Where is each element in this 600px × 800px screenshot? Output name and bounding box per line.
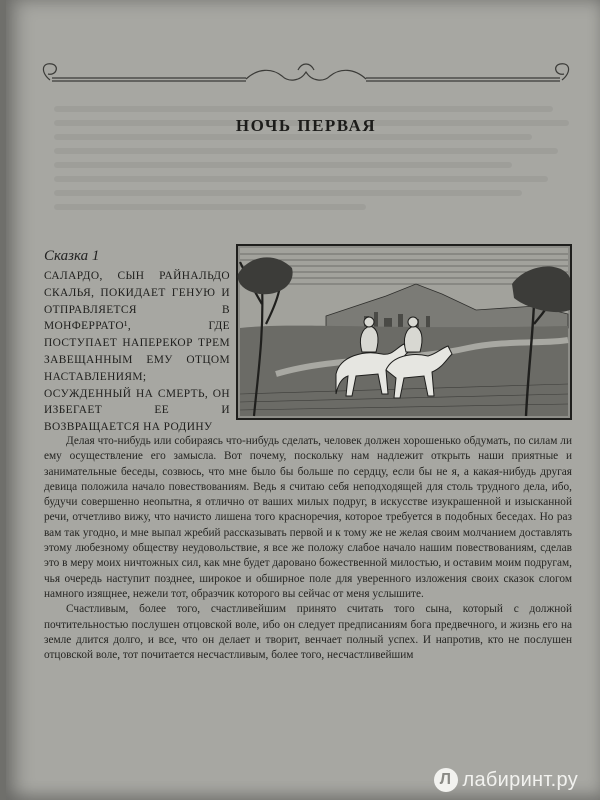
watermark bbox=[434, 766, 578, 794]
tale-label: Сказка 1 bbox=[44, 248, 100, 264]
book-page bbox=[6, 0, 600, 800]
tale-summary: САЛАРДО, СЫН РАЙНАЛЬДО СКАЛЬЯ, ПОКИДАЕТ ГЕНУЮ И ОТПРАВЛЯЕТСЯ В МОНФЕРРАТО¹, ГДЕ ПОСТУПАЕТ НАПЕРЕКОР ТРЕМ ЗАВЕЩАННЫМ ЕМУ ОТЦОМ НАСТАВЛЕНИЯМ; ОСУЖДЕННЫЙ НА СМЕРТЬ, ОН ИЗБЕГАЕТ ЕЕ И ВОЗВРАЩАЕТСЯ НА РОДИНУ bbox=[44, 270, 230, 434]
header-ornament bbox=[36, 58, 576, 92]
watermark-text: лабиринт.ру bbox=[462, 768, 578, 791]
body-text bbox=[44, 434, 572, 663]
chapter-title: НОЧЬ ПЕРВАЯ bbox=[235, 116, 377, 135]
woodcut-illustration bbox=[236, 244, 572, 420]
paragraph-2: Счастливым, более того, счастливейшим принято считать того сына, который с должной почтительностью послушен отцовской воле, ибо он следует предписаниям бога предвечного, и жизнь его на земле длится долго, и все, что он делает и творит, венчает полный успех. И напротив, кто не послушен отцовской воле, тот почитается несчастливым, более того, несчастливейшим bbox=[44, 603, 572, 662]
labirint-logo-icon: Л bbox=[434, 768, 458, 792]
paragraph-1: Делая что-нибудь или собираясь что-нибудь сделать, человек должен хорошенько обдумать, по силам ли ему осуществление его замысла. Вот почему, поскольку нам надлежит открыть наши приятные и занимательные беседы, созвюсь, что мне было бы больше по сердцу, если бы не я, а какая-нибудь другая девица положила начало повествованиям. Ведь я считаю себя неподходящей для столь трудного дела, ибо, будучи совершенно неопытна, я отлично от ваших милых подруг, в искусстве изукрашенной и изысканной речи, отчетливо вижу, что начисто лишена того красноречия, которое требуется в подобных беседах. Но раз вам так угодно, и мне выпал жребий рассказывать первой и к тому же не желая своим молчанием доставлять этому любезному обществу неудовольствие, я все же положу слабое начало нашим повествованиям, сделав это в меру моих ничтожных сил, как мне будет даровано божественной милостью, и оставим моим подругам, чья очередь наступит позднее, широкое и обширное поле для уверенного изложения своих сказок слогом намного изящнее, нежели тот, образчик которого вы сейчас от меня услышите. bbox=[44, 435, 572, 600]
